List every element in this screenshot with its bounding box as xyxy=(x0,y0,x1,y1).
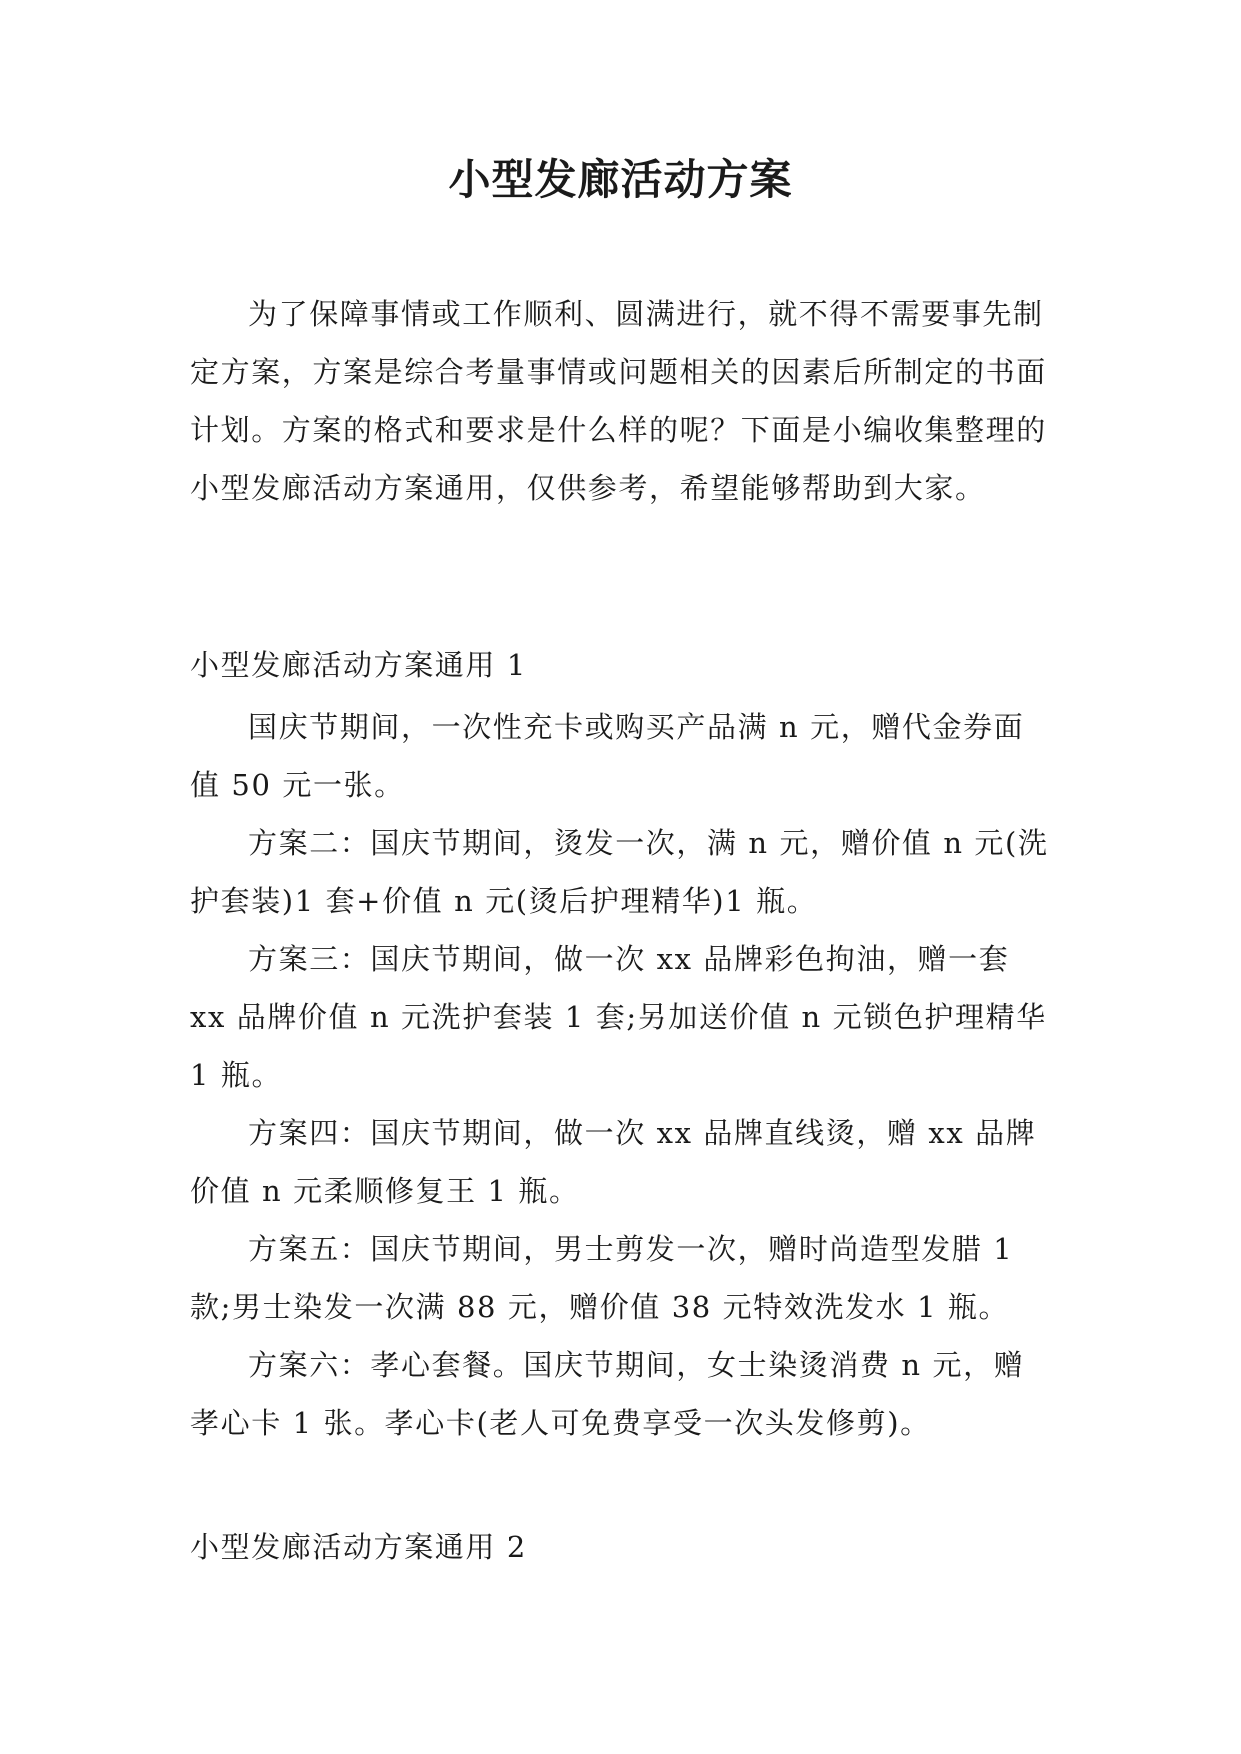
section-1-paragraph: 方案三：国庆节期间，做一次 xx 品牌彩色拘油，赠一套 xx 品牌价值 n 元洗护套装 1 套;另加送价值 n 元锁色护理精华 1 瓶。 xyxy=(190,942,1047,1092)
section-heading-2: 小型发廊活动方案通用 2 xyxy=(190,1530,527,1564)
intro-text: 为了保障事情或工作顺利、圆满进行，就不得不需要事先制定方案，方案是综合考量事情或问题相关的因素后所制定的书面计划。方案的格式和要求是什么样的呢？下面是小编收集整理的小型发廊活动方案通用，仅供参考，希望能够帮助到大家。 xyxy=(190,297,1047,505)
section-1-paragraph: 国庆节期间，一次性充卡或购买产品满 n 元，赠代金券面值 50 元一张。 xyxy=(190,710,1025,802)
intro-paragraph xyxy=(190,285,1050,517)
section-1-body xyxy=(190,698,1050,1452)
section-heading-1: 小型发廊活动方案通用 1 xyxy=(190,648,527,682)
section-1-paragraph: 方案四：国庆节期间，做一次 xx 品牌直线烫，赠 xx 品牌价值 n 元柔顺修复王 1 瓶。 xyxy=(190,1116,1037,1208)
section-1-paragraph: 方案五：国庆节期间，男士剪发一次，赠时尚造型发腊 1 款;男士染发一次满 88 元，赠价值 38 元特效洗发水 1 瓶。 xyxy=(190,1232,1014,1324)
section-1-paragraph: 方案二：国庆节期间，烫发一次，满 n 元，赠价值 n 元(洗护套装)1 套+价值 n 元(烫后护理精华)1 瓶。 xyxy=(190,826,1049,918)
page-title: 小型发廊活动方案 xyxy=(448,155,793,204)
section-1-paragraph: 方案六：孝心套餐。国庆节期间，女士染烫消费 n 元，赠孝心卡 1 张。孝心卡(老人可免费享受一次头发修剪)。 xyxy=(190,1348,1025,1440)
